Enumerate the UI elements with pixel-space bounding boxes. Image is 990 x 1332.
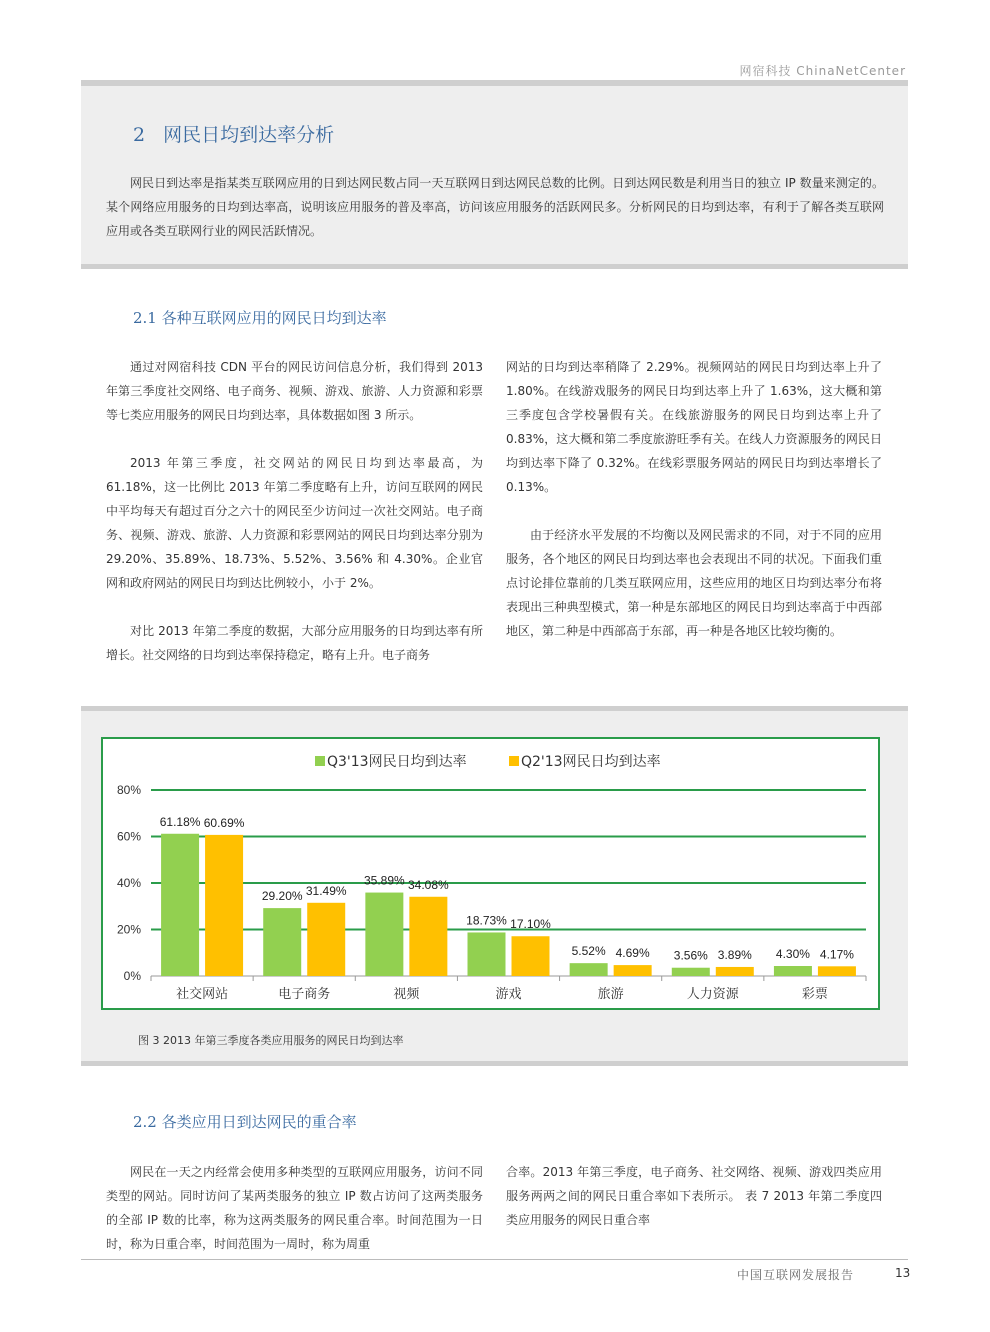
- x-tick-label: 人力资源: [686, 987, 739, 1002]
- y-tick-label: 20%: [116, 922, 141, 937]
- bar: [468, 932, 506, 976]
- bar: [409, 897, 447, 976]
- x-tick-label: 社交网站: [176, 987, 229, 1002]
- x-tick-label: 视频: [393, 987, 420, 1002]
- legend-label: Q3'13网民日均到达率: [327, 754, 467, 770]
- y-tick-label: 60%: [116, 829, 141, 844]
- data-label: 61.18%: [159, 814, 201, 829]
- subsection-title-2-1: 2.1 各种互联网应用的网民日均到达率: [133, 309, 387, 327]
- footer-report-title: 中国互联网发展报告: [737, 1268, 855, 1282]
- subsection-title-2-2: 2.2 各类应用日到达网民的重合率: [133, 1113, 357, 1131]
- paragraph: 2013 年第三季度，社交网站的网民日均到达率最高，为 61.18%，这一比例比 2013 年第二季度略有上升，访问互联网的网民中平均每天有超过百分之六十的网民至少访问过一次社交网站。电子商务、视频、游戏、旅游、人力资源和彩票网站的网民日均到达率分别为 29.20%、35.89%、18.73%、5.52%、3.56% 和 4.30%。企业官网和政府网站的网民日均到达比例较小，小于 2%。: [106, 456, 483, 590]
- chart-bottom-divider: [81, 1061, 908, 1066]
- right-column: [506, 355, 882, 643]
- legend-swatch: [509, 756, 519, 766]
- intro-divider: [81, 264, 908, 269]
- bar: [716, 967, 754, 976]
- paragraph: 对比 2013 年第二季度的数据，大部分应用服务的日均到达率有所增长。社交网络的日均到达率保持稳定，略有上升。电子商务: [106, 624, 483, 662]
- bar: [672, 968, 710, 976]
- data-label: 3.89%: [717, 947, 752, 962]
- left-column: [106, 355, 483, 667]
- section-number: 2: [133, 124, 146, 146]
- data-label: 31.49%: [305, 883, 347, 898]
- section-intro-text: 网民日到达率是指某类互联网应用的日到达网民数占同一天互联网日到达网民总数的比例。日到达网民数是利用当日的独立 IP 数量来测定的。某个网络应用服务的日均到达率高，说明该应用服务的普及率高，访问该应用服务的活跃网民多。分析网民的日均到达率，有利于了解各类互联网应用或各类互联网行业的网民活跃情况。: [106, 176, 884, 238]
- paragraph: 网站的日均到达率稍降了 2.29%。视频网站的网民日均到达率上升了 1.80%。在线游戏服务的网民日均到达率上升了 1.63%，这大概和第三季度包含学校暑假有关。在线旅游服务的网民日均到达率上升了 0.83%，这大概和第二季度旅游旺季有关。在线人力资源服务的网民日均到达率下降了 0.32%。在线彩票服务网站的网民日均到达率增长了 0.13%。: [506, 360, 882, 494]
- bar: [263, 908, 301, 976]
- footer-divider: [81, 1259, 908, 1260]
- section-title-text: 网民日均到达率分析: [163, 124, 335, 146]
- bar: [205, 835, 243, 976]
- chart-frame: [101, 737, 880, 1010]
- data-label: 4.69%: [615, 946, 650, 961]
- right-column-2-2: [506, 1160, 882, 1232]
- bar: [365, 893, 403, 976]
- section-title: [133, 120, 334, 147]
- data-label: 60.69%: [203, 815, 245, 830]
- paragraph: 合率。2013 年第三季度，电子商务、社交网络、视频、游戏四类应用服务两两之间的网民日重合率如下表所示。 表 7 2013 年第二季度四类应用服务的网民日重合率: [506, 1165, 882, 1227]
- bar: [307, 903, 345, 976]
- left-column-2-2: [106, 1160, 483, 1256]
- data-label: 29.20%: [261, 889, 303, 904]
- header-brand: 网宿科技 ChinaNetCenter: [739, 64, 906, 78]
- x-tick-label: 彩票: [801, 987, 828, 1002]
- legend-swatch: [315, 756, 325, 766]
- y-tick-label: 0%: [123, 969, 141, 983]
- figure-caption: 图 3 2013 年第三季度各类应用服务的网民日均到达率: [138, 1034, 404, 1047]
- data-label: 5.52%: [571, 944, 606, 959]
- bar: [570, 963, 608, 976]
- page-number: 13: [895, 1266, 911, 1280]
- bar: [614, 965, 652, 976]
- paragraph: 通过对网宿科技 CDN 平台的网民访问信息分析，我们得到 2013 年第三季度社交网络、电子商务、视频、游戏、旅游、人力资源和彩票等七类应用服务的网民日均到达率，具体数据如图 3 所示。: [106, 360, 483, 422]
- data-label: 18.73%: [466, 913, 507, 928]
- data-label: 4.30%: [775, 947, 810, 962]
- x-tick-label: 旅游: [597, 987, 624, 1002]
- data-label: 3.56%: [673, 948, 708, 963]
- bar: [774, 966, 812, 976]
- x-tick-label: 游戏: [495, 987, 522, 1002]
- bar-chart: [103, 739, 878, 1008]
- legend-label: Q2'13网民日均到达率: [521, 754, 661, 770]
- data-label: 35.89%: [364, 873, 405, 888]
- bar: [818, 966, 856, 976]
- y-tick-label: 80%: [116, 783, 141, 797]
- x-tick-label: 电子商务: [278, 987, 331, 1002]
- data-label: 34.08%: [408, 877, 449, 892]
- data-label: 17.10%: [510, 917, 551, 932]
- data-label: 4.17%: [819, 947, 854, 962]
- paragraph: 由于经济水平发展的不均衡以及网民需求的不同，对于不同的应用服务，各个地区的网民日均到达率也会表现出不同的状况。下面我们重点讨论排位靠前的几类互联网应用，这些应用的地区日均到达率分布将表现出三种典型模式，第一种是东部地区的网民日均到达率高于中西部地区，第二种是中西部高于东部，再一种是各地区比较均衡的。: [506, 528, 882, 638]
- bar: [512, 936, 550, 976]
- y-tick-label: 40%: [116, 876, 141, 890]
- paragraph: 网民在一天之内经常会使用多种类型的互联网应用服务，访问不同类型的网站。同时访问了某两类服务的独立 IP 数占访问了这两类服务的全部 IP 数的比率，称为这两类服务的网民重合率。时间范围为一日时，称为日重合率，时间范围为一周时，称为周重: [106, 1165, 483, 1251]
- bar: [161, 834, 199, 976]
